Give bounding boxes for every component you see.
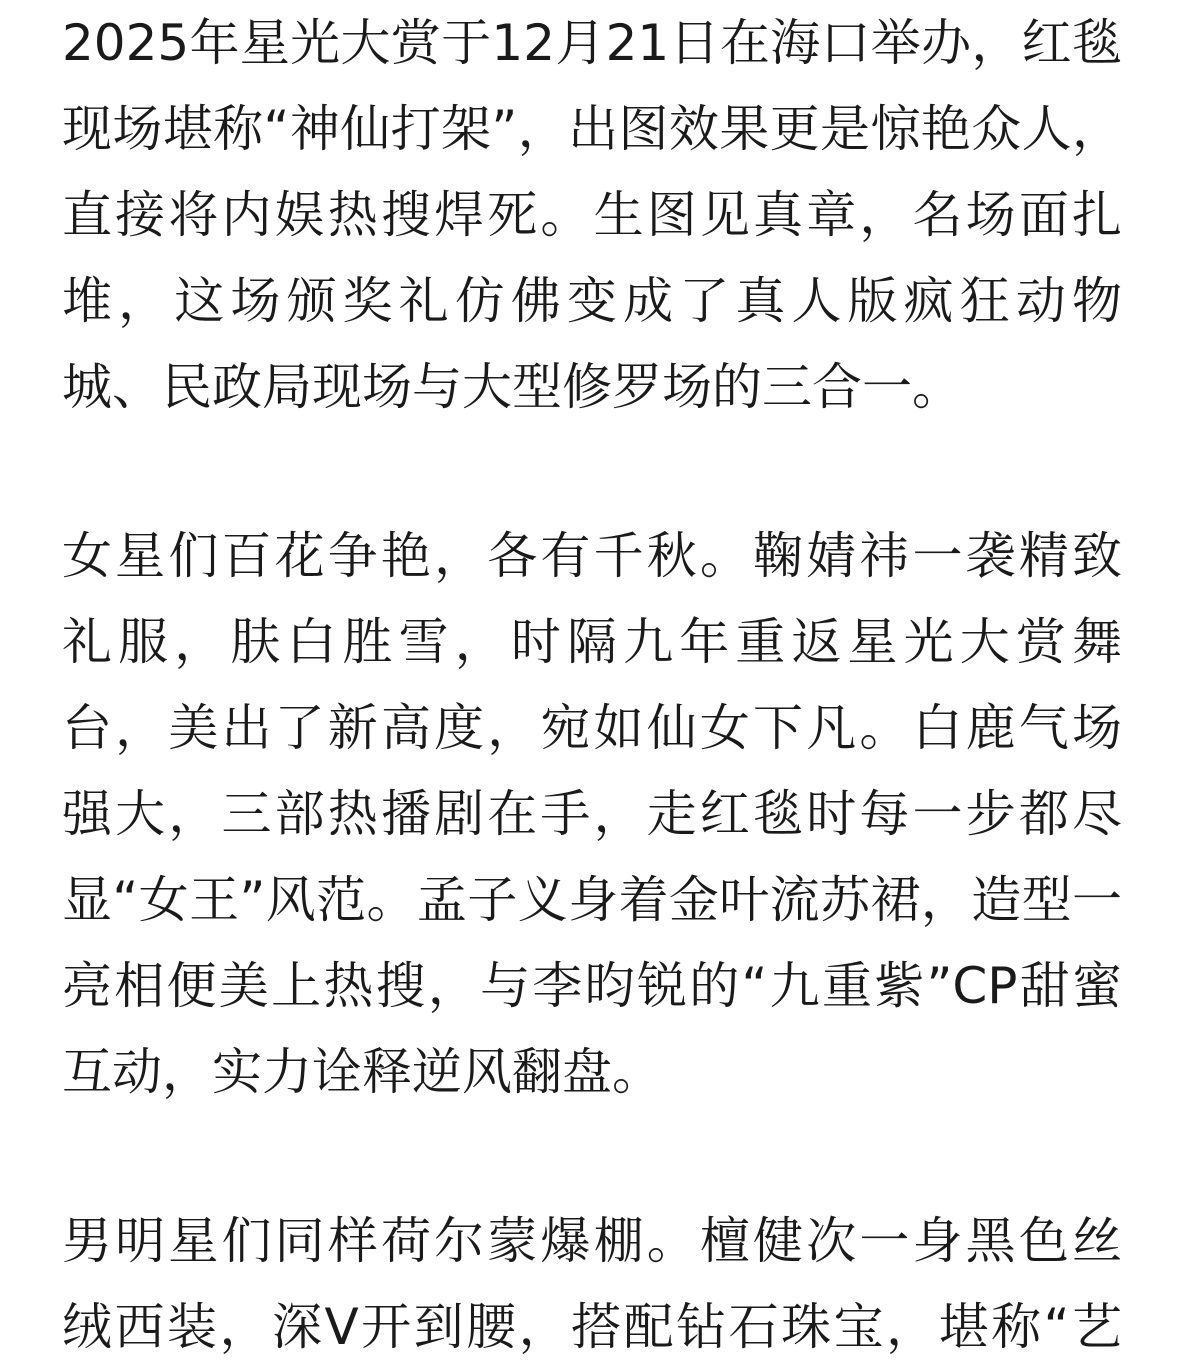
text-line: 2025年星光大赏于12月21日在海口举办，红毯	[62, 14, 1122, 72]
text-line: 亮相便美上热搜，与李昀锐的“九重紫”CP甜蜜	[62, 957, 1122, 1015]
paragraph-actors	[62, 1198, 1122, 1370]
text-line: 互动，实力诠释逆风翻盘。	[62, 1043, 662, 1101]
text-line: 台，美出了新高度，宛如仙女下凡。白鹿气场	[62, 699, 1122, 757]
text-line: 礼服，肤白胜雪，时隔九年重返星光大赏舞	[62, 613, 1122, 671]
text-line: 绒西装，深V开到腰，搭配钻石珠宝，堪称“艺	[62, 1298, 1122, 1356]
text-line: 强大，三部热播剧在手，走红毯时每一步都尽	[62, 785, 1122, 843]
text-line: 男明星们同样荷尔蒙爆棚。檀健次一身黑色丝	[62, 1212, 1122, 1270]
paragraph-gap	[62, 430, 1122, 513]
text-line: 城、民政局现场与大型修罗场的三合一。	[62, 358, 962, 416]
text-line: 女星们百花争艳，各有千秋。鞠婧祎一袭精致	[62, 527, 1122, 585]
paragraph-gap	[62, 1115, 1122, 1198]
text-line: 直接将内娱热搜焊死。生图见真章，名场面扎	[62, 186, 1122, 244]
text-line: 现场堪称“神仙打架”，出图效果更是惊艳众人，	[62, 100, 1122, 158]
paragraph-intro	[62, 0, 1122, 430]
paragraph-actresses	[62, 513, 1122, 1115]
article-body	[62, 0, 1122, 1370]
text-line: 堆，这场颁奖礼仿佛变成了真人版疯狂动物	[62, 272, 1122, 330]
text-line: 显“女王”风范。孟子义身着金叶流苏裙，造型一	[62, 871, 1122, 929]
